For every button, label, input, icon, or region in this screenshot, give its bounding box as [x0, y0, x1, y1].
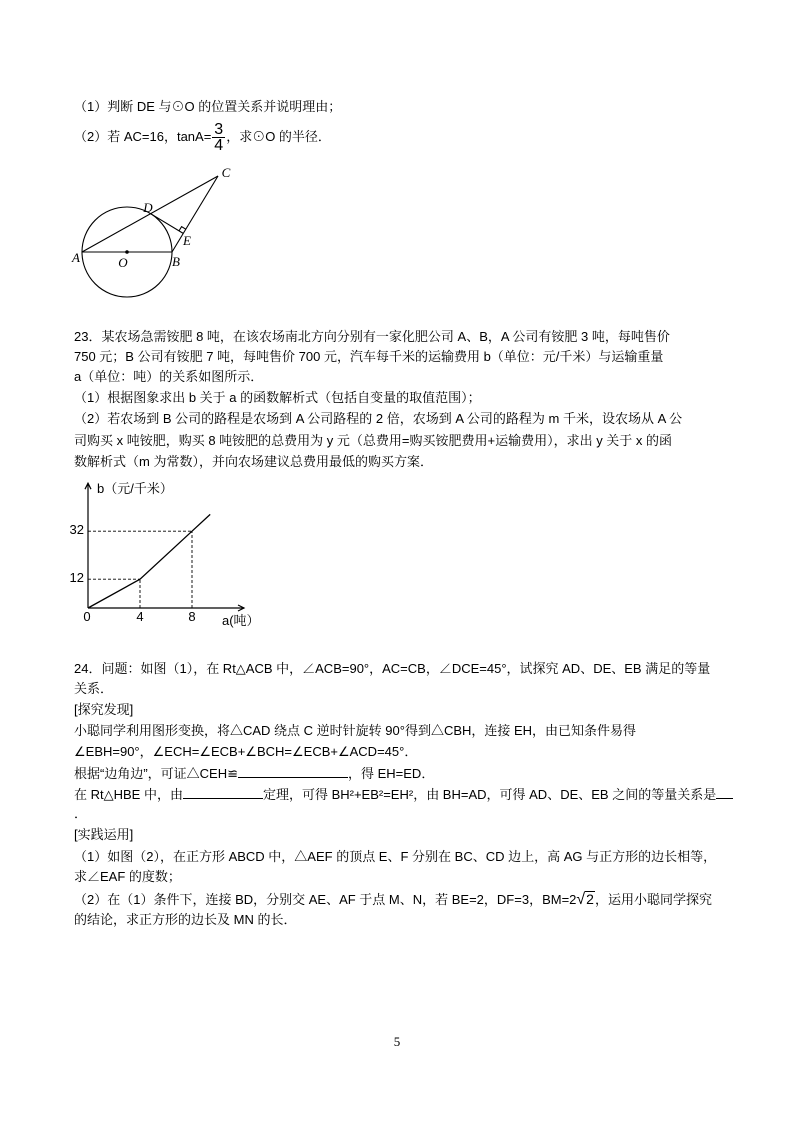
fraction-numerator: 3 — [214, 120, 224, 138]
y-tick-label-12: 12 — [69, 570, 84, 586]
q24-line-6 — [74, 786, 733, 803]
q24-line-5-suffix: ，得 EH=ED． — [348, 766, 435, 781]
label-point-e: E — [183, 233, 191, 248]
heading-practice: [实践运用] — [74, 827, 134, 842]
q24-line-10-prefix: （2）在（1）条件下，连接 BD，分别交 AE、AF 于点 M、N，若 BE=2，DF=3，BM=2 — [74, 892, 577, 907]
y-axis-label: b（元/千米） — [97, 481, 173, 497]
q22-part2 — [74, 121, 331, 153]
answer-blank-relation — [716, 786, 733, 799]
q24-line-9: 求∠EAF 的度数； — [74, 869, 181, 884]
q24-line-5-prefix: 根据“边角边”，可证△CEH≌ — [74, 766, 238, 781]
q24-line-6-prefix: 在 Rt△HBE 中，由 — [74, 787, 183, 802]
page-number: 5 — [393, 1034, 401, 1049]
q24-line-11: 的结论，求正方形的边长及 MN 的长． — [74, 912, 297, 927]
y-tick-label-32: 32 — [69, 522, 84, 538]
q24-line-4: ∠EBH=90°，∠ECH=∠ECB+∠BCH=∠ECB+∠ACD=45°． — [74, 744, 418, 759]
answer-blank-theorem — [183, 786, 263, 799]
q23-line-3: a（单位：吨）的关系如图所示． — [74, 369, 264, 384]
q24-line-10-suffix: ，运用小聪同学探究 — [594, 892, 712, 907]
radical-sign: √ — [576, 891, 586, 908]
fraction-denominator: 4 — [214, 136, 224, 154]
q22-part2-prefix: （2）若 AC=16，tanA= — [74, 129, 212, 144]
fraction-three-quarters — [212, 122, 225, 153]
label-point-a: A — [72, 250, 80, 265]
q24-line-5 — [74, 765, 434, 782]
q23-graph — [60, 470, 270, 630]
q22-circle-figure — [60, 160, 240, 305]
q24-line-2: 关系． — [74, 681, 114, 696]
label-point-c: C — [221, 165, 231, 180]
q23-line-1: 23．某农场急需铵肥 8 吨，在该农场南北方向分别有一家化肥公司 A、B，A 公司有铵肥 3 吨，每吨售价 — [74, 329, 670, 344]
q22-part2-suffix: ，求⊙O 的半径． — [226, 129, 331, 144]
q22-part1: （1）判断 DE 与⊙O 的位置关系并说明理由； — [74, 99, 342, 114]
answer-blank-congruent — [238, 765, 348, 778]
q24-line-6-middle: 定理，可得 BH²+EB²=EH²，由 BH=AD，可得 AD、DE、EB 之间的等量关系是 — [262, 787, 717, 802]
label-point-b: B — [172, 254, 180, 269]
center-dot — [125, 250, 129, 254]
q23-line-6: 司购买 x 吨铵肥，购买 8 吨铵肥的总费用为 y 元（总费用=购买铵肥费用+运输费用），求出 y 关于 x 的函 — [74, 433, 673, 448]
segment-bc — [172, 176, 218, 252]
label-point-o: O — [118, 255, 128, 270]
origin-label: 0 — [83, 609, 91, 624]
x-tick-label-4: 4 — [136, 609, 144, 624]
q24-line-7: ． — [74, 806, 88, 821]
q23-line-4: （1）根据图象求出 b 关于 a 的函数解析式（包括自变量的取值范围）； — [74, 390, 481, 405]
x-tick-label-8: 8 — [188, 609, 196, 624]
q24-line-10 — [74, 891, 712, 908]
q23-line-7: 数解析式（m 为常数），并向农场建议总费用最低的购买方案． — [74, 454, 433, 469]
q24-line-3: 小聪同学利用图形变换，将△CAD 绕点 C 逆时针旋转 90°得到△CBH，连接 EH，由已知条件易得 — [74, 723, 637, 738]
q24-line-8: （1）如图（2），在正方形 ABCD 中，△AEF 的顶点 E、F 分别在 BC、CD 边上，高 AG 与正方形的边长相等， — [74, 849, 717, 864]
heading-explore: [探究发现] — [74, 702, 134, 717]
radicand: 2 — [586, 891, 594, 907]
q23-line-2: 750 元；B 公司有铵肥 7 吨，每吨售价 700 元，汽车每千米的运输费用 b（单位：元/千米）与运输重量 — [74, 349, 664, 364]
label-point-d: D — [143, 200, 153, 215]
x-axis-label: a(吨） — [222, 613, 260, 628]
q23-line-5: （2）若农场到 B 公司的路程是农场到 A 公司路程的 2 倍，农场到 A 公司的路程为 m 千米，设农场从 A 公 — [74, 411, 683, 426]
q24-line-1: 24．问题：如图（1），在 Rt△ACB 中，∠ACB=90°，AC=CB，∠DCE=45°，试探究 AD、DE、EB 满足的等量 — [74, 661, 711, 676]
